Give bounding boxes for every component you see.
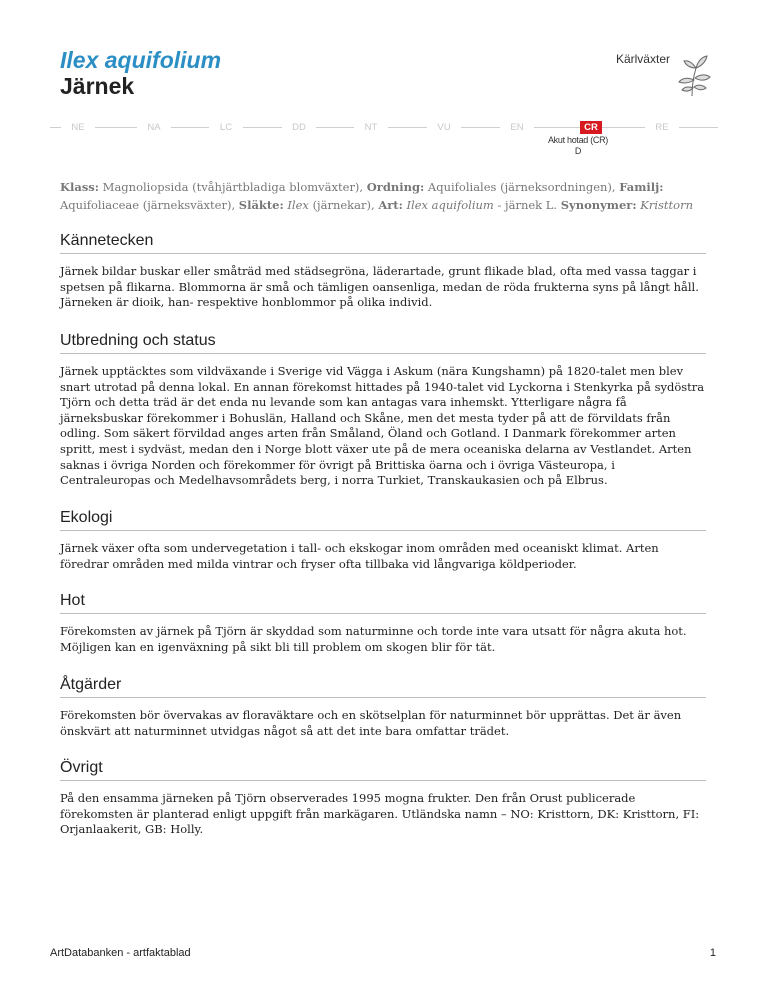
plant-leaf-icon [672,50,714,98]
slakte-value: (järnekar), [312,198,375,212]
familj-value: Aquifoliaceae (järneksväxter), [60,198,236,212]
slakte-name: Ilex [287,198,309,212]
redlist-category-lc: LC [209,121,243,134]
taxonomy-info [60,178,720,214]
section-utbredning [60,332,706,489]
footer-source: ArtDatabanken - artfaktablad [50,947,191,959]
art-label: Art: [378,198,403,212]
section-text: Järnek upptäcktes som vildväxande i Sverige vid Vägga i Askum (nära Kungshamn) på 1820-talet men blev snart utrotad på denna lokal. En annan förekomst hittades på 1940-talet vid Lyckorna i Stenkyrka på sydöstra Tjörn och detta träd är det enda nu levande som kan antagas vara inhemskt. Ytterligare några få järneksbuskar förekommer i Bohuslän, Halland och Skåne, men det mesta tyder på att de förvildats från odling. Som säkert förvildad anges arten från Småland, Öland och Gotland. I Danmark förekommer arten spritt, mest i sydväst, medan den i Norge blott växer ute på de mera oceaniska delarna av Vestlandet. Arten saknas i övriga Norden och förekommer för övrigt på Brittiska öarna och i övriga Västeuropa, i Centraleuropas och Medelhavsområdets berg, i norra Turkiet, Transkaukasien och på Elbrus. [60,364,705,488]
familj-label: Familj: [619,180,664,194]
species-group-label: Kärlväxter [615,52,670,66]
section-hot [60,592,706,655]
redlist-category-vu: VU [427,121,461,134]
slakte-label: Släkte: [238,198,284,212]
section-text: Järnek bildar buskar eller småträd med städsegröna, läderartade, grunt flikade blad, ofta med vassa taggar i spetsen på flikarna. Blommorna är små och tämligen oansenliga, medan de röda frukterna syns på långt håll. Järneken är dioik, han- respektive honblommor på olika individ. [60,264,699,310]
redlist-category-ne: NE [61,121,95,134]
section-title: Hot [60,592,706,614]
section-ekologi [60,509,706,572]
section-title: Åtgärder [60,676,706,698]
art-name: Ilex aquifolium [406,198,494,212]
section-title: Ekologi [60,509,706,531]
redlist-category-dd: DD [282,121,316,134]
scientific-name: Ilex aquifolium [60,47,222,73]
section-title: Utbredning och status [60,332,706,354]
section-kannetecken [60,232,706,311]
redlist-category-na: NA [137,121,171,134]
section-atgarder [60,676,706,739]
redlist-active-description [528,135,628,157]
section-ovrigt [60,759,706,838]
synonymer-value: Kristtorn [640,198,694,212]
common-name: Järnek [60,73,135,99]
redlist-category-nt: NT [354,121,388,134]
klass-label: Klass: [60,180,100,194]
page-number: 1 [709,947,716,959]
section-text: Järnek växer ofta som undervegetation i tall- och ekskogar inom områden med oceaniskt klimat. Arten föredrar områden med milda vintrar och fryser ofta tillbaka vid långvariga köldperioder. [60,541,659,571]
section-title: Kännetecken [60,232,706,254]
redlist-active-description-line2: D [574,146,582,156]
klass-value: Magnoliopsida (tvåhjärtbladiga blomväxter), [102,180,364,194]
section-text: Förekomsten bör övervakas av floraväktare och en skötselplan för naturminnet bör upprättas. Det är även önskvärt att naturminnet utvidgas något så att det inte bara omfattar trädet. [60,708,682,738]
redlist-category-re: RE [645,121,679,134]
redlist-active-description-line1: Akut hotad (CR) [547,135,609,145]
ordning-label: Ordning: [366,180,425,194]
section-text: På den ensamma järneken på Tjörn observerades 1995 mogna frukter. Den från Orust publicerade förekomsten är planterad enligt uppgift från markägaren. Utländska namn – NO: Kristtorn, DK: Kristtorn, FI: Orjanlaakerit, GB: Holly. [60,791,700,837]
section-text: Förekomsten av järnek på Tjörn är skyddad som naturminne och torde inte vara utsatt för några akuta hot. Möjligen kan en igenväxning på sikt bli till problem om skogen blir för tät. [60,624,687,654]
art-value: - järnek L. [497,198,558,212]
section-title: Övrigt [60,759,706,781]
redlist-category-cr: CR [580,121,602,134]
redlist-category-en: EN [500,121,534,134]
synonymer-label: Synonymer: [560,198,637,212]
ordning-value: Aquifoliales (järneksordningen), [427,180,616,194]
